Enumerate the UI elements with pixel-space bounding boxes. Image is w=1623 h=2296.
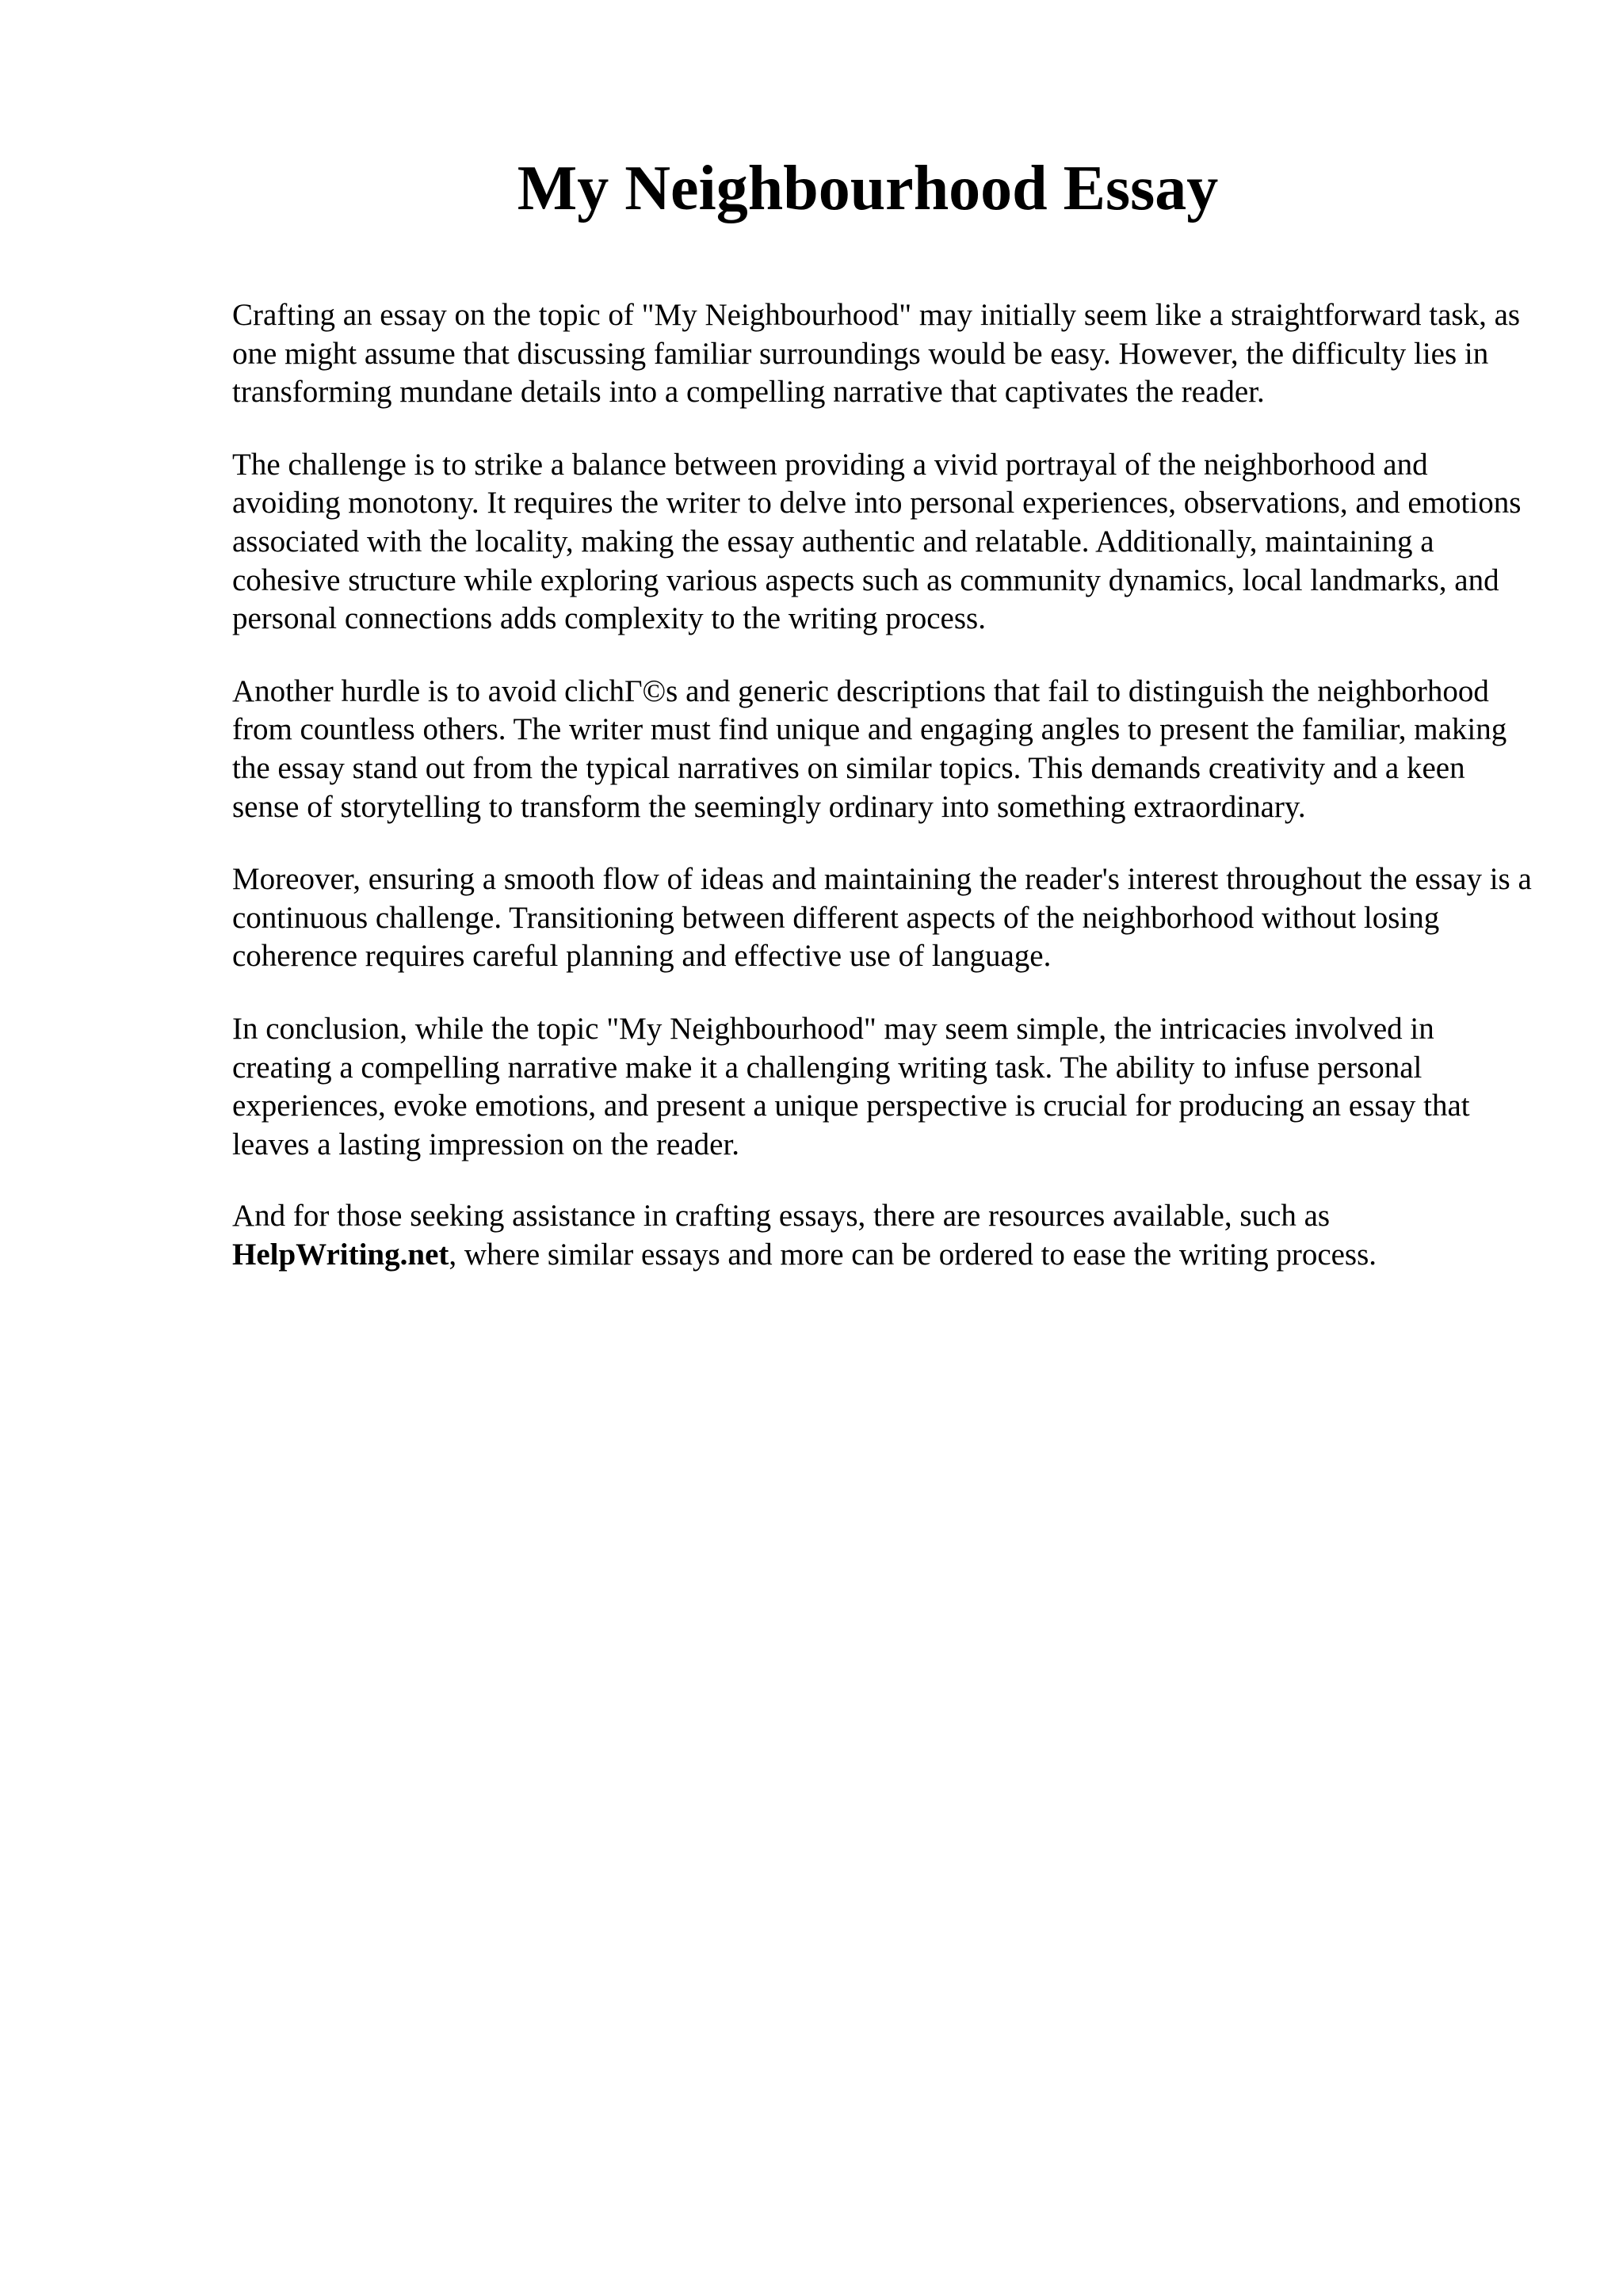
paragraph-3: Another hurdle is to avoid clichΓ©s and generic descriptions that fail to distinguish the neighborhood from countless others. The writer must find unique and engaging angles to present the familiar, making the essay stand out from the typical narratives on similar topics. This demands creativity and a keen sense of storytelling to transform the seemingly ordinary into something extraordinary. [232, 673, 1507, 824]
paragraph-5: In conclusion, while the topic "My Neighbourhood" may seem simple, the intricacies involved in creating a compelling narrative make it a challenging writing task. The ability to infuse personal experiences, evoke emotions, and present a unique perspective is crucial for producing an essay that leaves a lasting impression on the reader. [232, 1011, 1470, 1161]
paragraph-1: Crafting an essay on the topic of "My Neighbourhood" may initially seem like a straightforward task, as one might assume that discussing familiar surroundings would be easy. However, the difficulty lies in transforming mundane details into a compelling narrative that captivates the reader. [232, 298, 1521, 410]
page-title: My Neighbourhood Essay [517, 154, 1219, 223]
closing-paragraph [232, 1197, 1532, 1274]
closing-outro-text: , where similar essays and more can be ordered to ease the writing process. [449, 1237, 1377, 1272]
paragraph-2: The challenge is to strike a balance between providing a vivid portrayal of the neighborhood and avoiding monotony. It requires the writer to delve into personal experiences, observations, and emotions associated with the locality, making the essay authentic and relatable. Additionally, maintaining a cohesive structure while exploring various aspects such as community dynamics, local landmarks, and personal connections adds complexity to the writing process. [232, 447, 1522, 636]
helpwriting-link[interactable]: HelpWriting.net [232, 1237, 449, 1272]
paragraph-4: Moreover, ensuring a smooth flow of ideas and maintaining the reader's interest throughout the essay is a continuous challenge. Transitioning between different aspects of the neighborhood without losing coherence requires careful planning and effective use of language. [232, 862, 1532, 974]
closing-intro-text: And for those seeking assistance in crafting essays, there are resources available, such as [232, 1199, 1331, 1234]
essay-body [232, 296, 1532, 1308]
